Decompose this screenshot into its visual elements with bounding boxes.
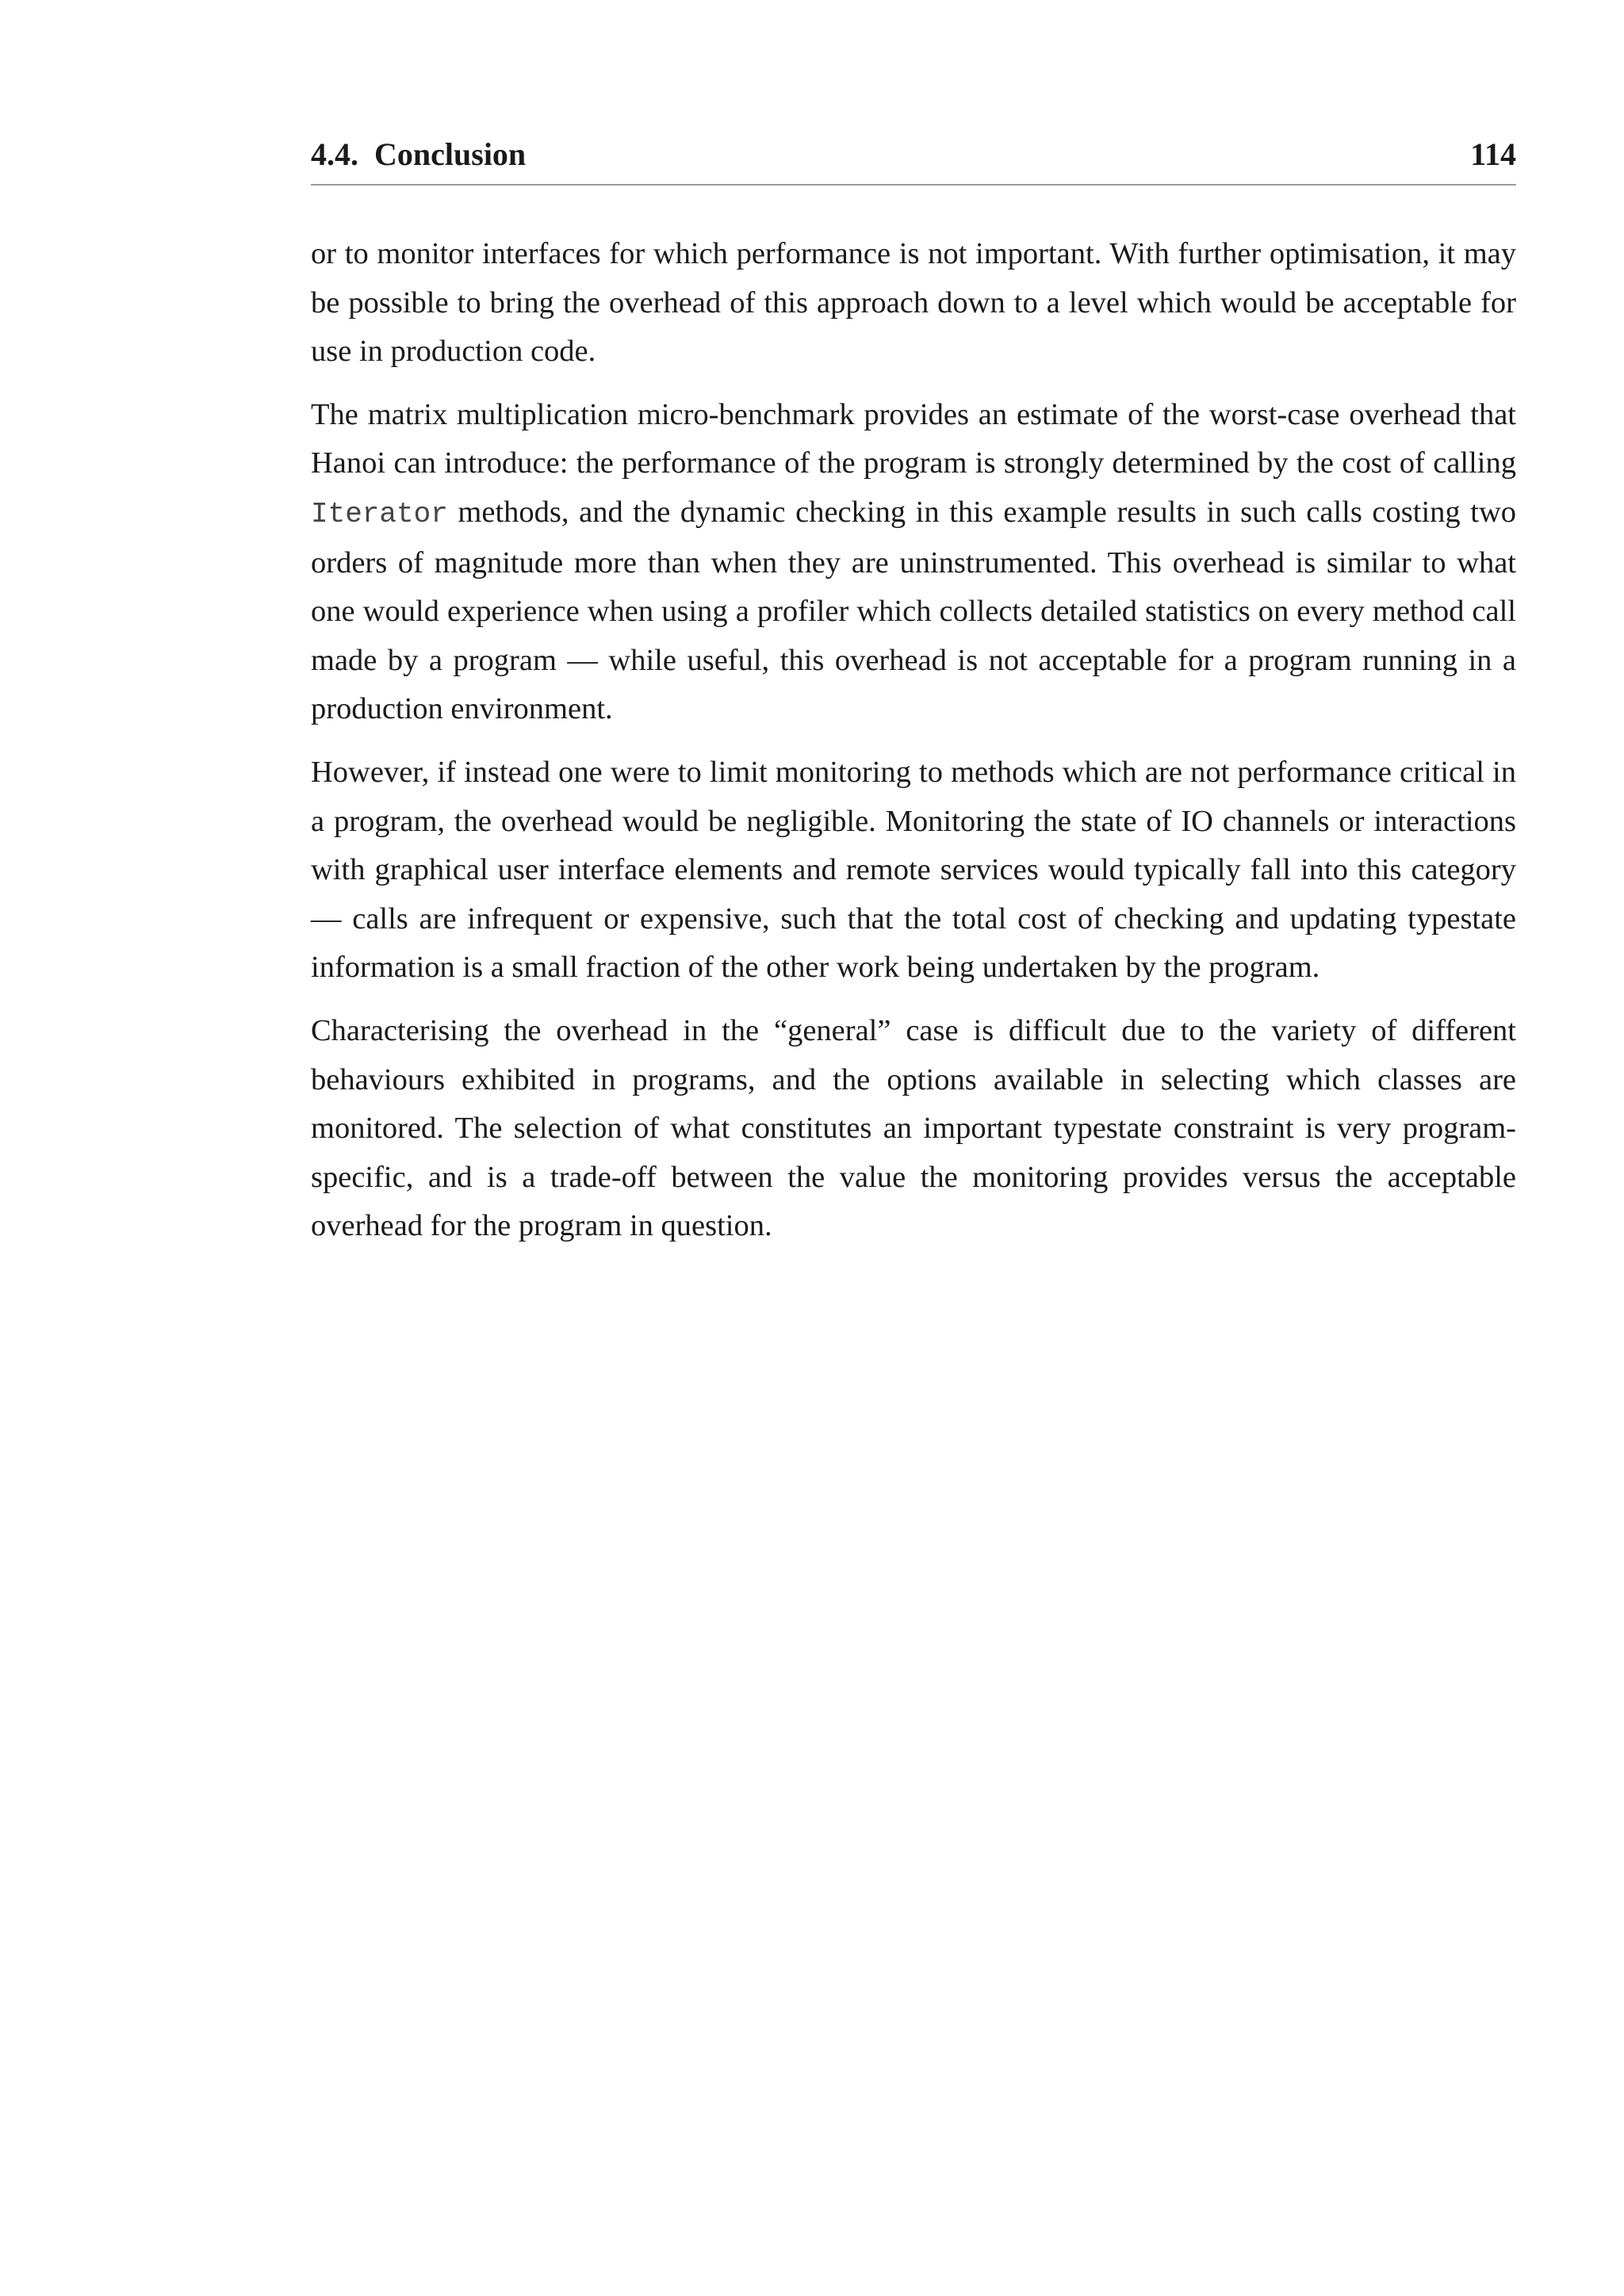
inline-code-iterator: Iterator: [311, 497, 448, 530]
paragraph-2-part-1: The matrix multiplication micro-benchmark provides an estimate of the worst-case overhead that Hanoi can introduce: the performance of the program is strongly determined by the cost of calling: [311, 397, 1516, 480]
paragraph-2: [311, 391, 1516, 734]
page-number: 114: [1470, 136, 1516, 172]
paragraph-2-part-2: methods, and the dynamic checking in this example results in such calls costing two orders of magnitude more than when they are uninstrumented. This overhead is similar to what one would experience when using a profiler which collects detailed statistics on every method call made by a program — while useful, this overhead is not acceptable for a program running in a production environment.: [311, 495, 1516, 726]
running-header: [311, 135, 1516, 186]
body-text: [311, 230, 1516, 1251]
paragraph-1: or to monitor interfaces for which performance is not important. With further optimisation, it may be possible to bring the overhead of this approach down to a level which would be acceptable for use in production code.: [311, 237, 1516, 369]
paragraph-3: However, if instead one were to limit monitoring to methods which are not performance critical in a program, the overhead would be negligible. Monitoring the state of IO channels or interactions with graphical user interface elements and remote services would typically fall into this category — calls are infrequent or expensive, such that the total cost of checking and updating typestate information is a small fraction of the other work being undertaken by the program.: [311, 755, 1516, 985]
document-page: [311, 135, 1516, 1265]
paragraph-4: Characterising the overhead in the “general” case is difficult due to the variety of different behaviours exhibited in programs, and the options available in selecting which classes are monitored. The selection of what constitutes an important typestate constraint is very program-specific, and is a trade-off between the value the monitoring provides versus the acceptable overhead for the program in question.: [311, 1013, 1516, 1243]
section-title: 4.4. Conclusion: [311, 136, 527, 172]
